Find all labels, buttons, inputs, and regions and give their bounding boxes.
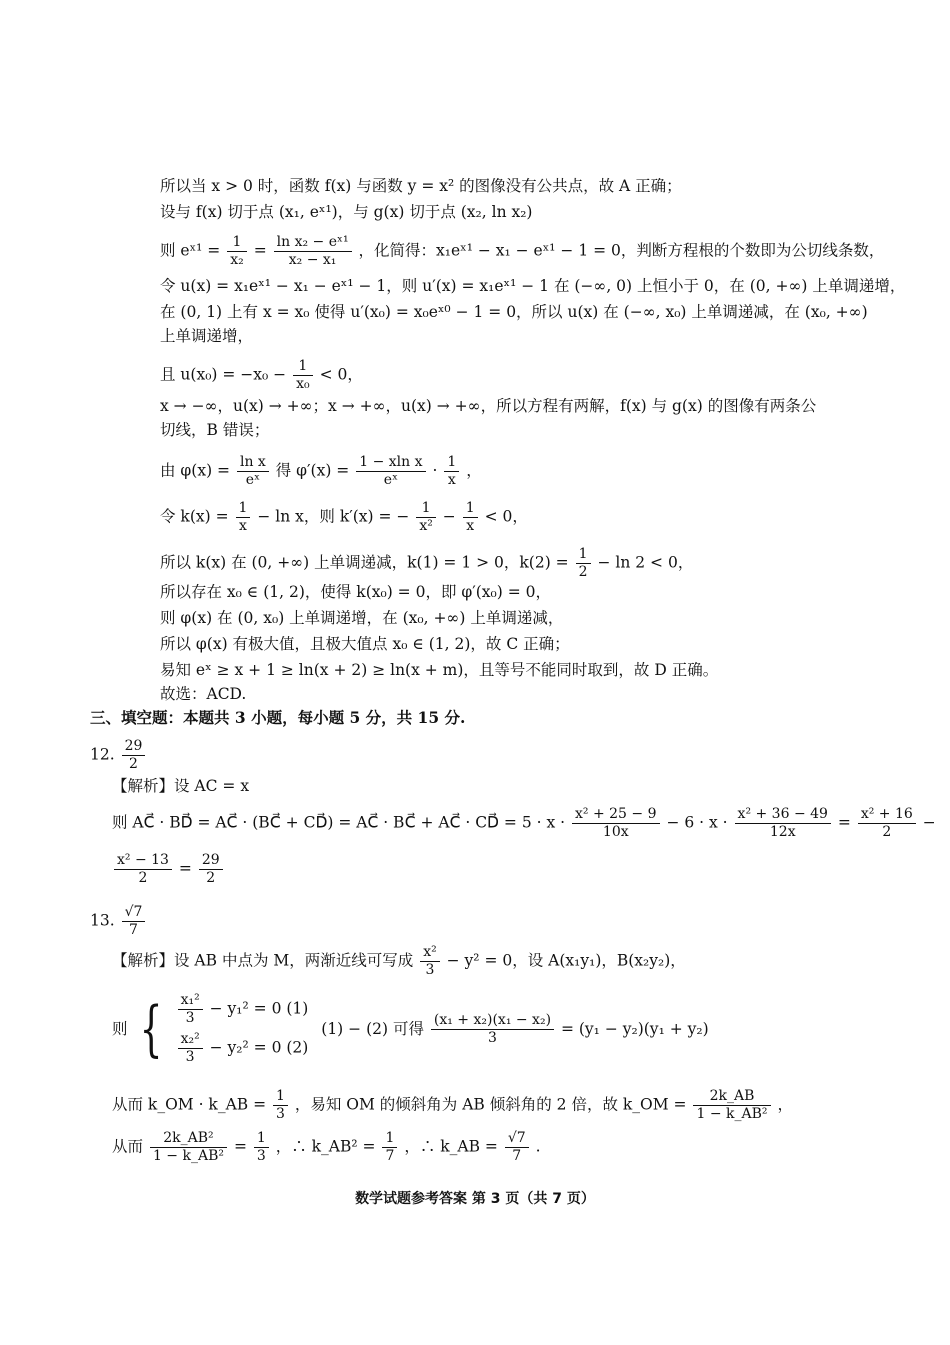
fraction — [576, 546, 591, 581]
numerator: 2k_AB — [693, 1088, 770, 1106]
text-span: 则 — [112, 1020, 128, 1038]
text-line: 所以存在 x₀ ∈ (1, 2)，使得 k(x₀) = 0，即 φ′(x₀) = 0， — [160, 583, 552, 601]
fraction — [693, 1088, 770, 1123]
text-line: 所以当 x > 0 时，函数 f(x) 与函数 y = x² 的图像没有公共点，故 A 正确； — [160, 177, 682, 195]
numerator: 1 — [236, 500, 251, 518]
denominator: x₀ — [296, 376, 310, 392]
text-span: = — [178, 859, 192, 878]
answer-12 — [90, 738, 147, 773]
text-line: 令 u(x) = x₁eˣ¹ − x₁ − eˣ¹ − 1，则 u′(x) = x₁eˣ¹ − 1 在 (−∞, 0) 上恒小于 0，在 (0, +∞) 上单调递增， — [160, 277, 906, 295]
fraction — [254, 1130, 269, 1165]
text-span: = (y₁ − y₂)(y₁ + y₂) — [560, 1020, 709, 1038]
denominator: 7 — [512, 1148, 522, 1164]
numerator: 1 — [444, 454, 459, 472]
text-span: 则 AC⃗ · BD⃗ = AC⃗ · (BC⃗ + CD⃗) = AC⃗ · BC⃗ + AC⃗ · CD⃗ = 5 · x · — [112, 813, 566, 832]
numerator: ln x₂ − eˣ¹ — [274, 234, 352, 252]
text-span: · — [432, 461, 438, 480]
text-span: < 0， — [484, 507, 528, 526]
left-brace: { — [140, 994, 164, 1064]
denominator: 2 — [882, 824, 892, 840]
text-span: < 0， — [319, 365, 363, 384]
fraction — [420, 944, 440, 979]
numerator: x² − 13 — [114, 852, 172, 870]
numerator: 29 — [199, 852, 223, 870]
text-line: 则 φ(x) 在 (0, x₀) 上单调递增，在 (x₀, +∞) 上单调递减， — [160, 609, 564, 627]
text-line — [112, 852, 225, 887]
text-span: − — [442, 507, 456, 526]
denominator: 12x — [769, 824, 796, 840]
text-span: ，易知 OM 的倾斜角为 AB 倾斜角的 2 倍，故 k_OM = — [294, 1095, 687, 1114]
numerator: 2k_AB² — [150, 1130, 227, 1148]
denominator: x — [466, 518, 475, 534]
text-span: ，∴ k_AB = — [404, 1137, 498, 1156]
fraction — [178, 992, 203, 1027]
denominator: 3 — [276, 1106, 285, 1122]
text-line: x → −∞，u(x) → +∞；x → +∞，u(x) → +∞，所以方程有两解，f(x) 与 g(x) 的图像有两条公 — [160, 397, 817, 415]
text-line: 切线，B 错误； — [160, 421, 270, 439]
denominator: 10x — [602, 824, 629, 840]
analysis-label: 【解析】设 AC = x — [112, 777, 250, 795]
fraction — [356, 454, 425, 489]
text-line — [160, 546, 693, 581]
denominator: x — [447, 472, 456, 488]
text-line — [112, 806, 936, 841]
numerator: 1 — [227, 234, 247, 252]
numerator: (x₁ + x₂)(x₁ − x₂) — [431, 1012, 554, 1030]
denominator: 2 — [578, 564, 588, 580]
numerator: x₁² — [178, 992, 203, 1010]
text-span: ， — [466, 461, 482, 480]
text-line — [112, 1130, 541, 1165]
text-line: 则 eˣ¹ = $\frac{1}{\text{x₂}}$ = $\frac{\text{ln x₂ − eˣ¹}}{\text{x₂ − x₁}}$ ，化简得：x₁eˣ¹ − x₁ − eˣ¹ − 1 = 0，判断方程根的个数即为公切线条数， — [160, 234, 885, 268]
denominator: 2 — [138, 870, 148, 886]
numerator: √7 — [122, 904, 146, 922]
text-span: 【解析】设 AB 中点为 M，两渐近线可写成 — [112, 951, 414, 970]
text-line: 在 (0, 1) 上有 x = x₀ 使得 u′(x₀) = x₀eˣ⁰ − 1 = 0，所以 u(x) 在 (−∞, x₀) 上单调递减，在 (x₀, +∞) — [160, 303, 868, 321]
text-span: − ln x，则 k′(x) = − — [257, 507, 410, 526]
numerator: 1 — [416, 500, 436, 518]
text-line — [160, 358, 363, 393]
fraction — [227, 234, 247, 269]
numerator: x² + 25 − 9 — [572, 806, 660, 824]
fraction — [416, 500, 436, 535]
text-span: 从而 — [112, 1137, 144, 1156]
text-line: 上单调递增， — [160, 327, 254, 345]
fraction — [122, 738, 146, 773]
text-span: − — [922, 813, 936, 832]
text-line — [160, 500, 528, 535]
text-span: = — [837, 813, 851, 832]
text-span: ，∴ k_AB² = — [275, 1137, 376, 1156]
fraction — [444, 454, 459, 489]
text-span: − y₁² = 0 (1) — [209, 999, 309, 1018]
text-span: − y₂² = 0 (2) — [209, 1038, 309, 1057]
numerator: 1 − xln x — [356, 454, 425, 472]
fraction — [293, 358, 313, 393]
fraction — [735, 806, 831, 841]
fraction — [114, 852, 172, 887]
numerator: x² + 16 — [858, 806, 916, 824]
denominator: 7 — [385, 1148, 395, 1164]
fraction — [237, 454, 269, 489]
denominator: 2 — [206, 870, 216, 886]
numerator: x² — [420, 944, 440, 962]
text-span: 由 φ(x) = — [160, 461, 231, 480]
text-span: 从而 k_OM · k_AB = — [112, 1095, 267, 1114]
fraction — [382, 1130, 397, 1165]
denominator: x₂ − x₁ — [288, 252, 337, 268]
text-span: − 6 · x · — [666, 813, 728, 832]
denominator: 3 — [488, 1029, 497, 1046]
text-line: 易知 eˣ ≥ x + 1 ≥ ln(x + 2) ≥ ln(x + m)，且等号不能同时取到，故 D 正确。 — [160, 661, 719, 679]
text-line — [112, 1088, 793, 1123]
denominator: 3 — [256, 1148, 266, 1164]
denominator: 1 − k_AB² — [696, 1106, 768, 1122]
text-span: ， — [777, 1095, 793, 1114]
fraction — [274, 234, 352, 269]
fraction — [178, 1031, 203, 1066]
question-number: 12. — [90, 745, 115, 764]
page-footer: 数学试题参考答案 第 3 页（共 7 页） — [355, 1191, 595, 1207]
text-line: 故选：ACD. — [160, 685, 247, 703]
fraction — [572, 806, 660, 841]
denominator: 7 — [129, 922, 138, 938]
fraction — [431, 1012, 554, 1047]
text-line: 所以 φ(x) 有极大值，且极大值点 x₀ ∈ (1, 2)，故 C 正确； — [160, 635, 570, 653]
numerator: 1 — [463, 500, 478, 518]
denominator: x² — [419, 518, 433, 534]
denominator: 2 — [129, 756, 138, 772]
text-span: 且 u(x₀) = −x₀ − — [160, 365, 287, 384]
section-heading: 三、填空题：本题共 3 小题，每小题 5 分，共 15 分. — [90, 708, 466, 727]
numerator: √7 — [505, 1130, 529, 1148]
fraction — [505, 1130, 529, 1165]
text-line: 设与 f(x) 切于点 (x₁, eˣ¹)，与 g(x) 切于点 (x₂, ln x₂) — [160, 203, 533, 221]
numerator: 1 — [382, 1130, 397, 1148]
numerator: x₂² — [178, 1031, 203, 1049]
denominator: x₂ — [230, 252, 244, 268]
fraction — [858, 806, 916, 841]
denominator: x — [239, 518, 247, 534]
numerator: 1 — [293, 358, 313, 376]
equation-system — [112, 992, 709, 1066]
denominator: 3 — [185, 1049, 195, 1065]
fraction — [463, 500, 478, 535]
fraction — [150, 1130, 227, 1165]
text-span: 所以 k(x) 在 (0, +∞) 上单调递减，k(1) = 1 > 0，k(2) = — [160, 553, 569, 572]
text-span: 则 eˣ¹ = — [160, 241, 221, 260]
denominator: eˣ — [245, 472, 260, 488]
numerator: 1 — [254, 1130, 269, 1148]
denominator: 1 − k_AB² — [152, 1148, 224, 1164]
numerator: ln x — [237, 454, 269, 472]
numerator: x² + 36 − 49 — [735, 806, 831, 824]
denominator: 3 — [185, 1010, 195, 1026]
text-line — [112, 944, 686, 979]
text-span: = — [233, 1137, 247, 1156]
numerator: 29 — [122, 738, 146, 756]
text-span: 得 φ′(x) = — [275, 461, 350, 480]
question-number: 13. — [90, 911, 115, 930]
answer-13 — [90, 904, 147, 939]
fraction — [273, 1088, 288, 1123]
text-span: − ln 2 < 0， — [597, 553, 694, 572]
fraction — [236, 500, 251, 535]
numerator: 1 — [576, 546, 591, 564]
text-span: − y² = 0，设 A(x₁y₁)，B(x₂y₂)， — [446, 951, 686, 970]
text-span: . — [535, 1137, 541, 1156]
text-line — [160, 454, 482, 489]
text-span: 令 k(x) = — [160, 507, 229, 526]
denominator: 3 — [425, 962, 435, 978]
denominator: eˣ — [383, 472, 398, 488]
fraction — [122, 904, 146, 939]
text-span: ，化简得：x₁eˣ¹ − x₁ − eˣ¹ − 1 = 0，判断方程根的个数即为公切线条数， — [358, 241, 885, 260]
numerator: 1 — [273, 1088, 288, 1106]
text-span: (1) − (2) 可得 — [321, 1020, 424, 1038]
fraction — [199, 852, 223, 887]
system-rows — [176, 992, 309, 1066]
